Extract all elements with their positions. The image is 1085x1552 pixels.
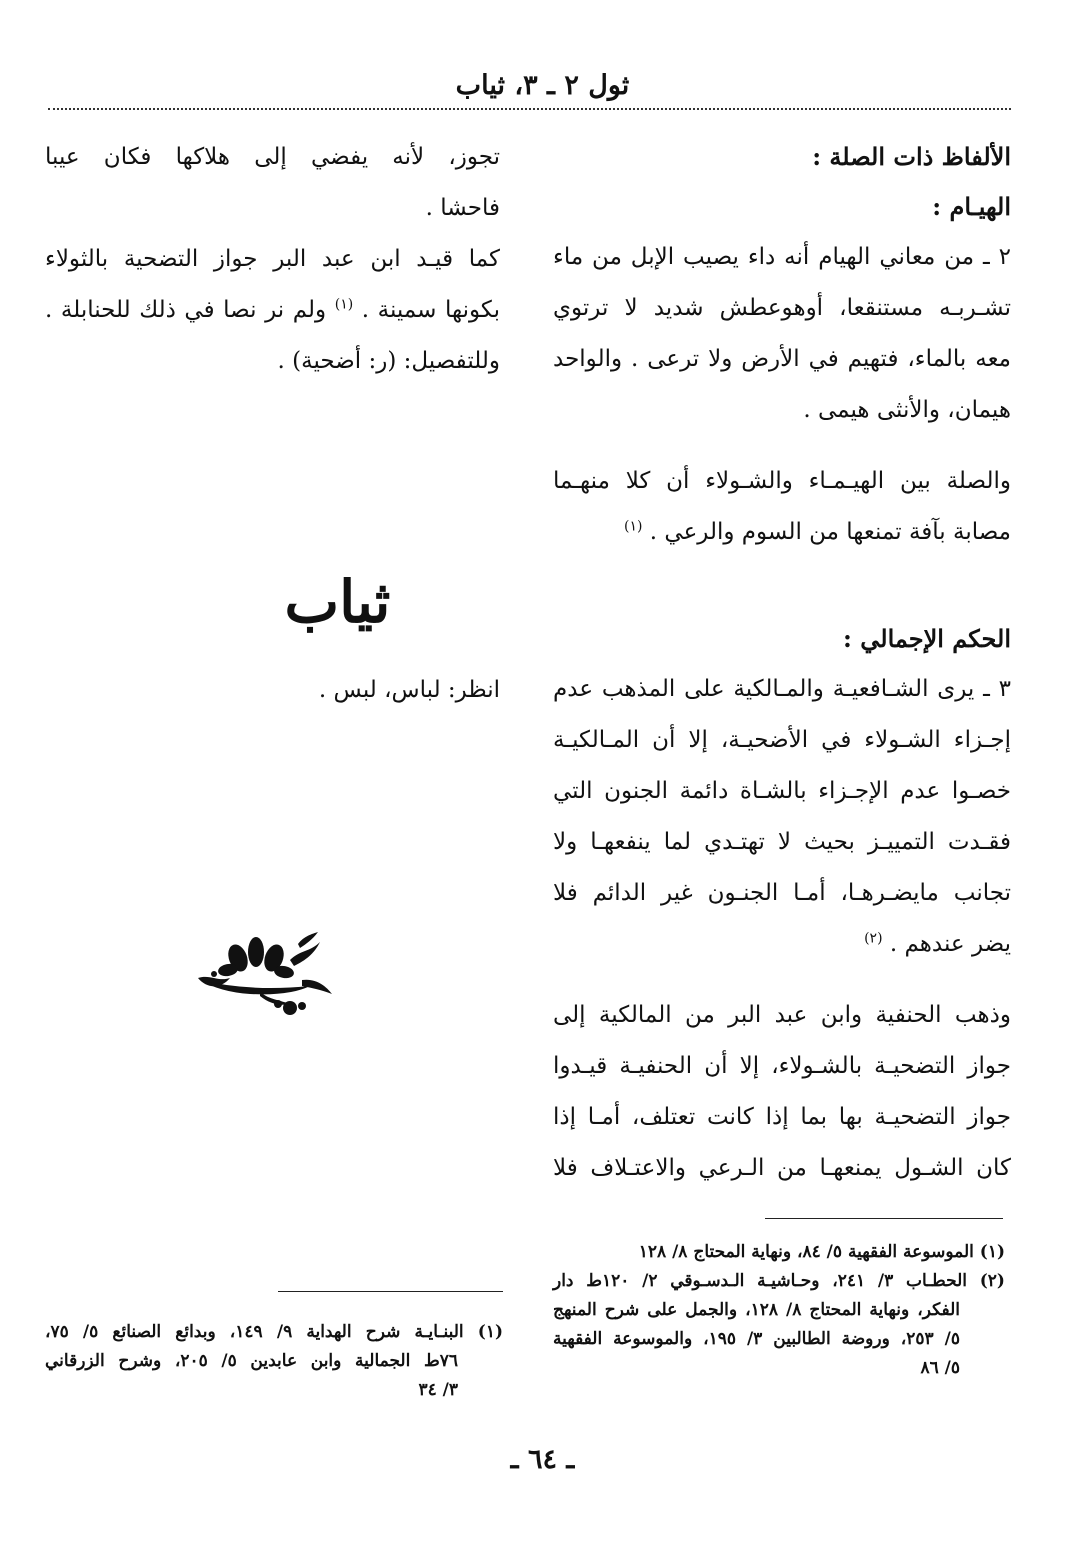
text-line: كان الشـول يمنعهـا من الـرعي والاعتـلاف فلا bbox=[553, 1155, 1011, 1181]
text-line: إجـزاء الشـولاء في الأضحيـة، إلا أن المـالكيـة bbox=[553, 727, 1011, 753]
text-line: هيمان، والأنثى هيمى . bbox=[803, 397, 1011, 423]
text-line: ٢ ـ من معاني الهيام أنه داء يصيب الإبل من ماء bbox=[553, 244, 1011, 270]
running-header: ثول ٢ ـ ٣، ثياب bbox=[455, 70, 630, 101]
text-line bbox=[45, 285, 500, 336]
footnote-marker: (٢) bbox=[864, 930, 883, 947]
text-line: تشـربـه مستنقعا، أوهوعطش شديد لا ترتوي bbox=[553, 295, 1011, 321]
footnote-line: ٥/ ٢٥٣، وروضة الطالبين ٣/ ١٩٥، والموسوعة الفقهية bbox=[553, 1329, 960, 1349]
text-line: فقـدت التمييـز بحيث لا تهتـدي لما ينفعهـا ولا bbox=[553, 829, 1011, 855]
paragraph-continuation bbox=[45, 132, 500, 234]
text-line: فاحشا . bbox=[425, 195, 500, 221]
paragraph-2 bbox=[553, 232, 1011, 436]
text-line: خصـوا عدم الإجـزاء بالشـاة دائمة الجنون التي bbox=[553, 778, 1011, 804]
text-line: جواز التضحيـة بالشـولاء، إلا أن الحنفيـة قيـدوا bbox=[553, 1053, 1011, 1079]
footnote-rule bbox=[765, 1218, 1003, 1219]
subheading-hiyam: الهيـام : bbox=[932, 192, 1011, 221]
text-line: معه بالماء، فتهيم في الأرض ولا ترعى . والواحد bbox=[553, 346, 1011, 372]
footnote-marker: (١) bbox=[334, 296, 354, 313]
text-line: وذهب الحنفية وابن عبد البر من المالكية إلى bbox=[553, 1002, 1011, 1028]
footnote-line: (٢) الحطـاب ٣/ ٢٤١، وحـاشيـة الـدسـوقي ٢/ ١٢٠ط دار bbox=[553, 1271, 1005, 1291]
text-span: ولم نر نصا في ذلك للحنابلة . bbox=[45, 297, 327, 323]
section-heading-related-terms: الألفاظ ذات الصلة : bbox=[812, 142, 1011, 171]
text-span: بكونها سمينة . bbox=[361, 297, 501, 323]
paragraph-relation bbox=[553, 456, 1011, 558]
text-line: جواز التضحيـة بها بما إذا كانت تعتلف، أمـا إذا bbox=[553, 1104, 1011, 1130]
header-dotted-rule bbox=[48, 108, 1011, 110]
page-number: ـ ٦٤ ـ bbox=[510, 1444, 575, 1475]
text-line bbox=[553, 919, 1011, 970]
paragraph-4 bbox=[553, 990, 1011, 1194]
paragraph-3 bbox=[553, 664, 1011, 970]
footnote-line: (١) البنـايـة شرح الهداية ٩/ ١٤٩، وبدائع الصنائع ٥/ ٧٥، bbox=[45, 1322, 503, 1342]
footnotes-left bbox=[45, 1318, 503, 1405]
text-span: يضر عندهم . bbox=[889, 931, 1011, 957]
text-line: وللتفصيل: (ر: أضحية) . bbox=[277, 348, 500, 374]
footnote-line: ٧٦ط الجمالية وابن عابدين ٥/ ٢٠٥، وشرح الزرقاني bbox=[45, 1351, 458, 1371]
footnote-line: (١) الموسوعة الفقهية ٥/ ٨٤، ونهاية المحتاج ٨/ ١٢٨ bbox=[638, 1242, 1005, 1262]
text-line: ٣ ـ يرى الشـافعيـة والمـالكية على المذهب عدم bbox=[553, 676, 1011, 702]
floral-ornament-icon bbox=[190, 930, 340, 1030]
text-line: تجوز، لأنه يفضي إلى هلاكها فكان عيبا bbox=[45, 144, 500, 170]
right-column bbox=[553, 132, 1011, 1194]
footnote-rule bbox=[278, 1291, 503, 1292]
text-line bbox=[553, 507, 1011, 558]
paragraph-ibn-abd-al-barr bbox=[45, 234, 500, 387]
footnote-line: الفكر، ونهاية المحتاج ٨/ ١٢٨، والجمل على شرح المنهج bbox=[553, 1300, 960, 1320]
footnote-marker: (١) bbox=[624, 518, 643, 535]
text-span: مصابة بآفة تمنعها من السوم والرعي . bbox=[649, 519, 1011, 545]
footnote-line: ٥/ ٨٦ bbox=[920, 1358, 960, 1378]
text-line: والصلة بين الهيـمـاء والشـولاء أن كلا منهـما bbox=[553, 468, 1011, 494]
entry-title: ثياب bbox=[284, 568, 391, 636]
section-heading-general-ruling: الحكم الإجمالي : bbox=[843, 624, 1011, 653]
text-line: تجانب مايضـرهـا، أمـا الجنـون غير الدائم فلا bbox=[553, 880, 1011, 906]
footnotes-right bbox=[553, 1238, 1005, 1383]
text-line: كما قيـد ابن عبد البر جواز التضحية بالثولاء bbox=[45, 246, 500, 272]
see-also-line: انظر: لباس، لبس . bbox=[318, 677, 500, 703]
left-column bbox=[45, 132, 500, 716]
footnote-line: ٣/ ٣٤ bbox=[418, 1380, 458, 1400]
